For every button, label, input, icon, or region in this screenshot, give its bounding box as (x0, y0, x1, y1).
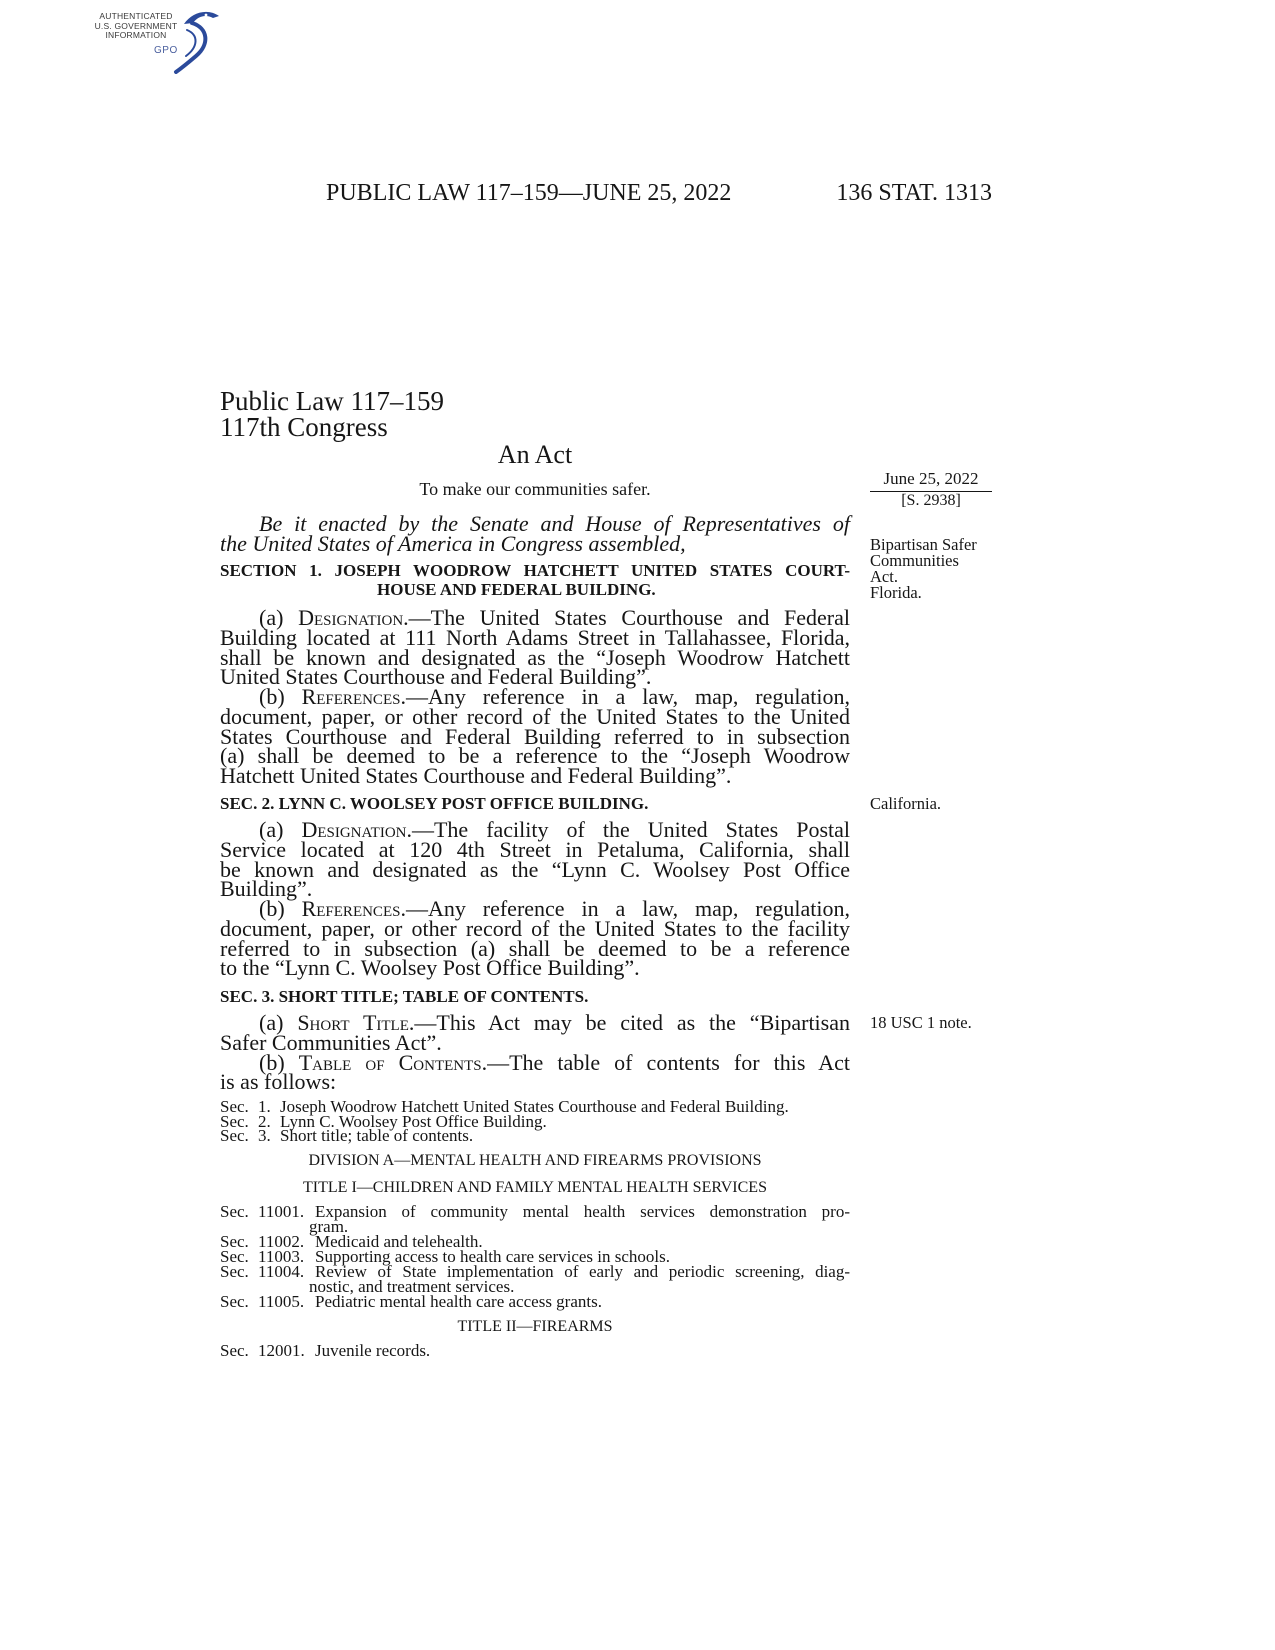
text-run: .—This Act may be cited as the “Bipartisan (408, 1010, 850, 1035)
text-line: shall be known and designated as the “Joseph Woodrow Hatchett (220, 644, 850, 670)
subsection-2a (220, 817, 850, 902)
text-line: to the “Lynn C. Woolsey Post Office Building”. (220, 955, 640, 981)
subsection-label: (b) (259, 1049, 285, 1075)
margin-note-short-title (870, 537, 992, 601)
toc-sec-title: Supporting access to health care services in schools. (315, 1246, 671, 1266)
text-line: document, paper, or other record of the United States to the United (220, 703, 850, 729)
toc-entry (220, 1126, 850, 1145)
toc-sec-number: 11005. (258, 1291, 305, 1311)
text-run: .—The table of contents for this Act (481, 1049, 851, 1075)
toc-division-heading: DIVISION A—MENTAL HEALTH AND FIREARMS PROVISIONS (308, 1152, 762, 1169)
margin-date-block (870, 470, 992, 510)
toc-sec-number: 12001. (258, 1341, 305, 1360)
toc-sec-label: Sec. (220, 1231, 249, 1251)
running-head-stat-page: 136 STAT. 1313 (836, 180, 992, 206)
toc-sec-title: Lynn C. Woolsey Post Office Building. (280, 1111, 547, 1131)
toc-sec-number: 2. (258, 1111, 271, 1131)
heading-line: HOUSE AND FEDERAL BUILDING. (377, 580, 656, 599)
public-law-caption (220, 388, 444, 440)
running-head-citation: PUBLIC LAW 117–159—JUNE 25, 2022 (326, 180, 732, 206)
subsection-heading: Designation (298, 605, 404, 630)
logo-line: AUTHENTICATED (99, 11, 173, 21)
eagle-icon (162, 6, 222, 74)
act-purpose: To make our communities safer. (419, 479, 651, 499)
margin-note-line: Act. (870, 567, 898, 586)
enacting-clause (220, 511, 850, 556)
toc-sec-title: Review of State implementation of early and periodic screening, diag- (315, 1261, 850, 1281)
text-line: Building located at 111 North Adams Street in Tallahassee, Florida, (220, 624, 850, 650)
toc-sec-title: Juvenile records. (315, 1341, 431, 1360)
toc-sec-title: Joseph Woodrow Hatchett United States Courthouse and Federal Building. (280, 1097, 789, 1116)
logo-line: INFORMATION (105, 30, 167, 41)
toc-title-2-entries (220, 1343, 850, 1358)
text-run: .—The facility of the United States Postal (406, 817, 850, 842)
text-line: Hatchett United States Courthouse and Federal Building”. (220, 763, 732, 788)
toc-sec-label: Sec. (220, 1111, 249, 1131)
text-line: United States Courthouse and Federal Building”. (220, 664, 652, 690)
subsection-label: (a) (259, 817, 284, 842)
toc-sec-number: 11001. (258, 1201, 305, 1221)
toc-sec-title: Short title; table of contents. (280, 1126, 474, 1145)
heading-line: SECTION 1. JOSEPH WOODROW HATCHETT UNITED STATES COURT- (220, 561, 850, 580)
text-run: .—Any reference in a law, map, regulation, (400, 684, 850, 709)
toc-sec-title-continued: nostic, and treatment services. (309, 1276, 515, 1296)
text-line: Building”. (220, 876, 313, 902)
toc-sec-label: Sec. (220, 1341, 249, 1360)
text-line: Safer Communities Act”. (220, 1029, 442, 1055)
text-line: Be it enacted by the Senate and House of Representatives of (259, 511, 850, 536)
subsection-2b (220, 896, 850, 981)
text-line: the United States of America in Congress assembled, (220, 531, 686, 556)
subsection-label: (a) (259, 1010, 284, 1035)
subsection-label: (a) (259, 605, 284, 630)
text-line: (a) shall be deemed to be a reference to the “Joseph Woodrow (220, 743, 850, 769)
section-1-heading (220, 561, 850, 599)
logo-gpo-mark: GPO (154, 45, 178, 56)
toc-sec-title: Medicaid and telehealth. (315, 1231, 483, 1251)
toc-sec-number: 3. (258, 1126, 271, 1145)
margin-note-state: California. (870, 794, 942, 813)
subsection-1a (220, 605, 850, 690)
toc-sec-label: Sec. (220, 1097, 249, 1116)
toc-sec-title: Pediatric mental health care access grants. (315, 1291, 602, 1311)
text-line: referred to in subsection (a) shall be deemed to be a reference (220, 935, 850, 961)
section-2-body (220, 817, 850, 981)
subsection-label: (b) (259, 896, 285, 921)
text-line: document, paper, or other record of the United States to the facility (220, 915, 850, 941)
toc-sec-label: Sec. (220, 1126, 249, 1145)
text-line: be known and designated as the “Lynn C. Woolsey Post Office (220, 856, 850, 882)
logo-line: U.S. GOVERNMENT (94, 20, 178, 31)
text-run: .—The United States Courthouse and Federal (403, 605, 850, 630)
public-law-number: Public Law 117–159 (220, 386, 444, 416)
congress-number: 117th Congress (220, 412, 388, 442)
toc-title-1-heading: TITLE I—CHILDREN AND FAMILY MENTAL HEALTH SERVICES (303, 1179, 767, 1196)
margin-note-usc: 18 USC 1 note. (870, 1013, 972, 1032)
subsection-3b (220, 1049, 851, 1095)
gpo-authenticated-logo (88, 6, 223, 74)
text-run: .—Any reference in a law, map, regulation, (400, 896, 850, 921)
toc-title-2-heading: TITLE II—FIREARMS (457, 1318, 613, 1335)
margin-date: June 25, 2022 (870, 470, 992, 492)
subsection-heading: Table of Contents (298, 1049, 482, 1075)
subsection-heading: Designation (301, 817, 407, 842)
toc-title-1-entries (220, 1201, 850, 1311)
toc-sec-number: 1. (258, 1097, 271, 1116)
toc-main-entries (220, 1097, 850, 1145)
subsection-heading: References (301, 896, 401, 921)
subsection-heading: References (301, 684, 401, 709)
subsection-heading: Short Title (297, 1010, 409, 1035)
toc-sec-label: Sec. (220, 1246, 249, 1266)
toc-entry (220, 1291, 850, 1311)
toc-sec-title-continued: gram. (309, 1216, 349, 1236)
margin-note-state: Florida. (870, 583, 922, 602)
toc-sec-number: 11003. (258, 1246, 305, 1266)
toc-sec-number: 11004. (258, 1261, 305, 1281)
margin-note-line: Bipartisan Safer (870, 535, 977, 554)
act-title: An Act (497, 440, 573, 469)
toc-sec-title: Expansion of community mental health services demonstration pro- (315, 1201, 850, 1221)
toc-sec-label: Sec. (220, 1291, 249, 1311)
subsection-3a (220, 1010, 850, 1055)
toc-sec-label: Sec. (220, 1201, 249, 1221)
section-3-body (220, 1010, 851, 1095)
section-2-heading: SEC. 2. LYNN C. WOOLSEY POST OFFICE BUILDING. (220, 793, 649, 813)
section-1-body (220, 605, 850, 788)
text-line: States Courthouse and Federal Building referred to in subsection (220, 723, 850, 749)
margin-note-line: Communities (870, 551, 959, 570)
subsection-1b (220, 684, 850, 788)
subsection-label: (b) (259, 684, 285, 709)
text-line: Service located at 120 4th Street in Petaluma, California, shall (220, 836, 850, 862)
margin-bill-number: [S. 2938] (901, 492, 961, 509)
section-3-heading: SEC. 3. SHORT TITLE; TABLE OF CONTENTS. (220, 986, 589, 1006)
toc-sec-number: 11002. (258, 1231, 305, 1251)
toc-sec-label: Sec. (220, 1261, 249, 1281)
toc-entry (220, 1343, 850, 1358)
text-line: is as follows: (220, 1069, 337, 1095)
